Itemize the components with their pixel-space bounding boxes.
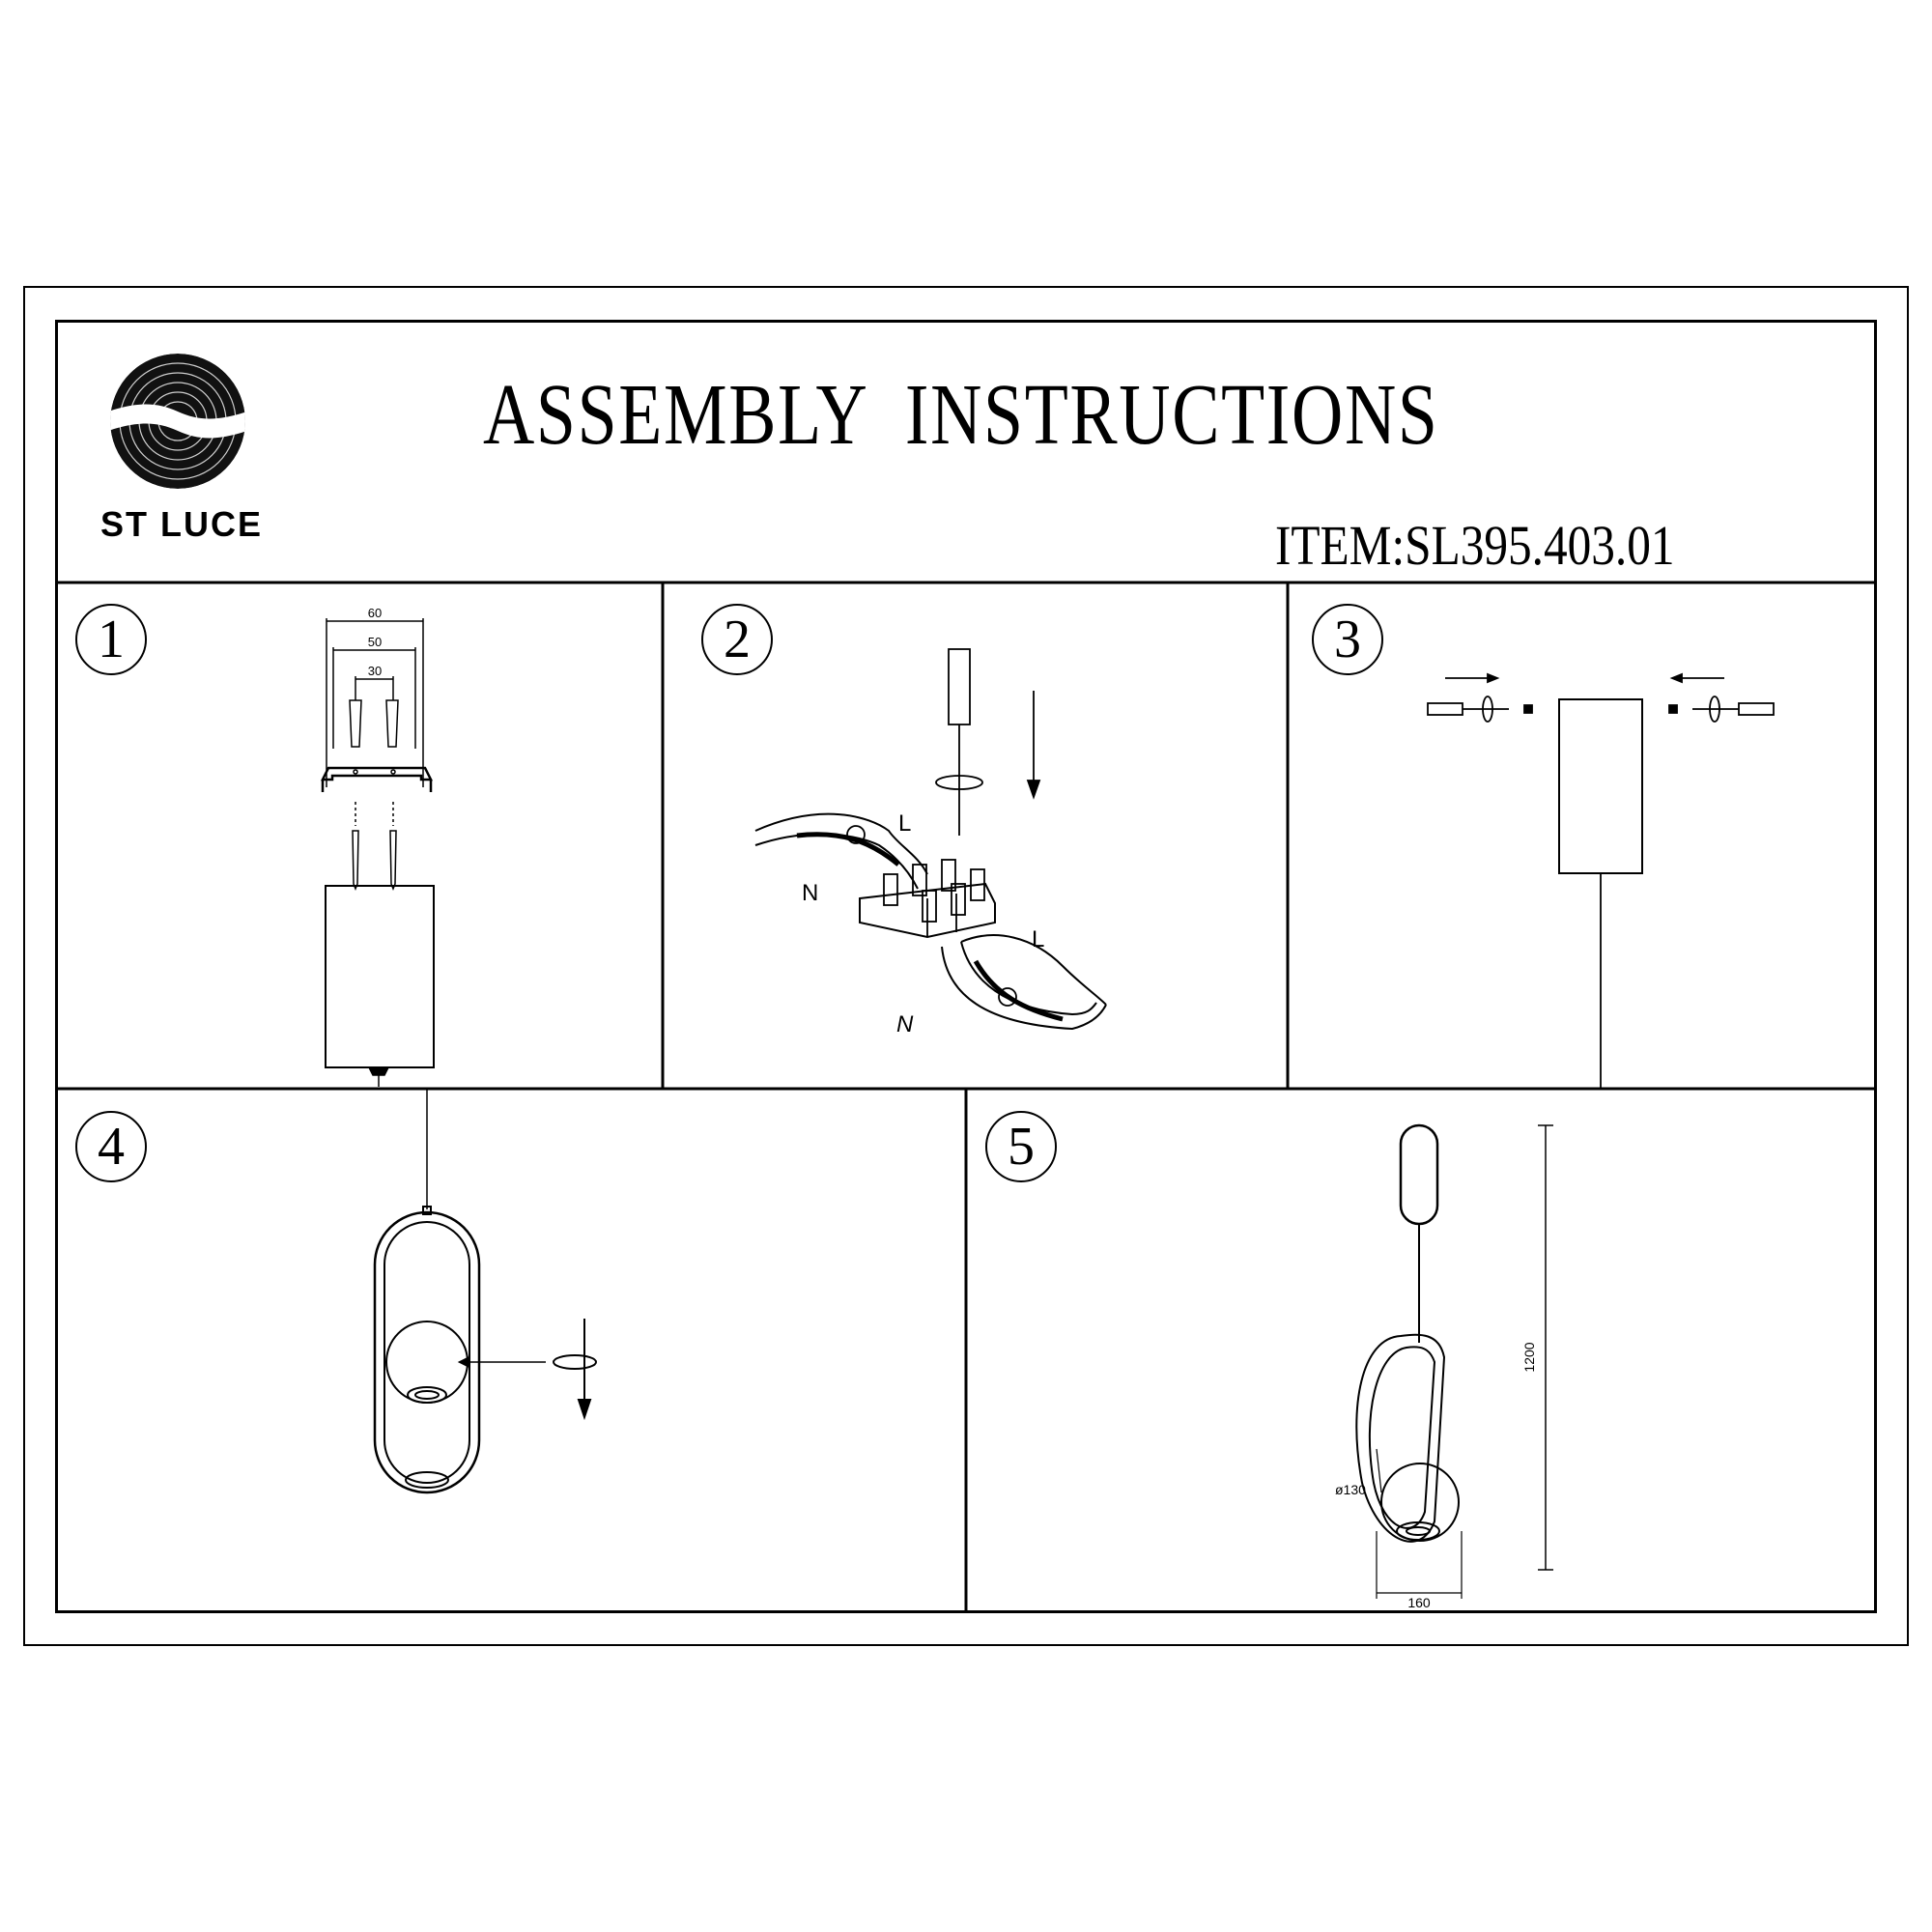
brand-name: ST LUCE (100, 504, 264, 544)
step-2-number: 2 (701, 604, 773, 675)
step-2-wiring-diagram (753, 638, 1130, 1053)
dim-60-label: 60 (367, 606, 383, 620)
step-1-number: 1 (75, 604, 147, 675)
step-3-number: 3 (1312, 604, 1383, 675)
screwdriver-right-icon (1739, 703, 1774, 715)
dim-50-label: 50 (367, 635, 383, 649)
dim-130-label: ø130 (1335, 1482, 1366, 1497)
wire-l-upper-label: L (898, 810, 912, 837)
dim-30-label: 30 (367, 664, 383, 678)
step-4-number: 4 (75, 1111, 147, 1182)
wire-l-lower-label: L (1032, 926, 1045, 952)
screwdriver-left-icon (1428, 703, 1463, 715)
wire-n-upper-label: N (802, 880, 819, 906)
step-3-canopy-diagram (1410, 667, 1797, 1089)
screwdriver-icon (949, 649, 970, 724)
step-4-globe-diagram (367, 1089, 638, 1514)
step-1-mounting-diagram (309, 604, 454, 1087)
st-luce-logo-icon (108, 352, 247, 491)
dim-1200-label: 1200 (1521, 1342, 1537, 1373)
item-code: ITEM:SL395.403.01 (1275, 514, 1675, 577)
page-title: ASSEMBLY INSTRUCTIONS (483, 367, 1439, 463)
step-5-dimensions-diagram (1323, 1116, 1575, 1618)
wire-n-lower-label: N (896, 1011, 914, 1037)
step-5-number: 5 (985, 1111, 1057, 1182)
dim-160-label: 160 (1407, 1595, 1431, 1610)
